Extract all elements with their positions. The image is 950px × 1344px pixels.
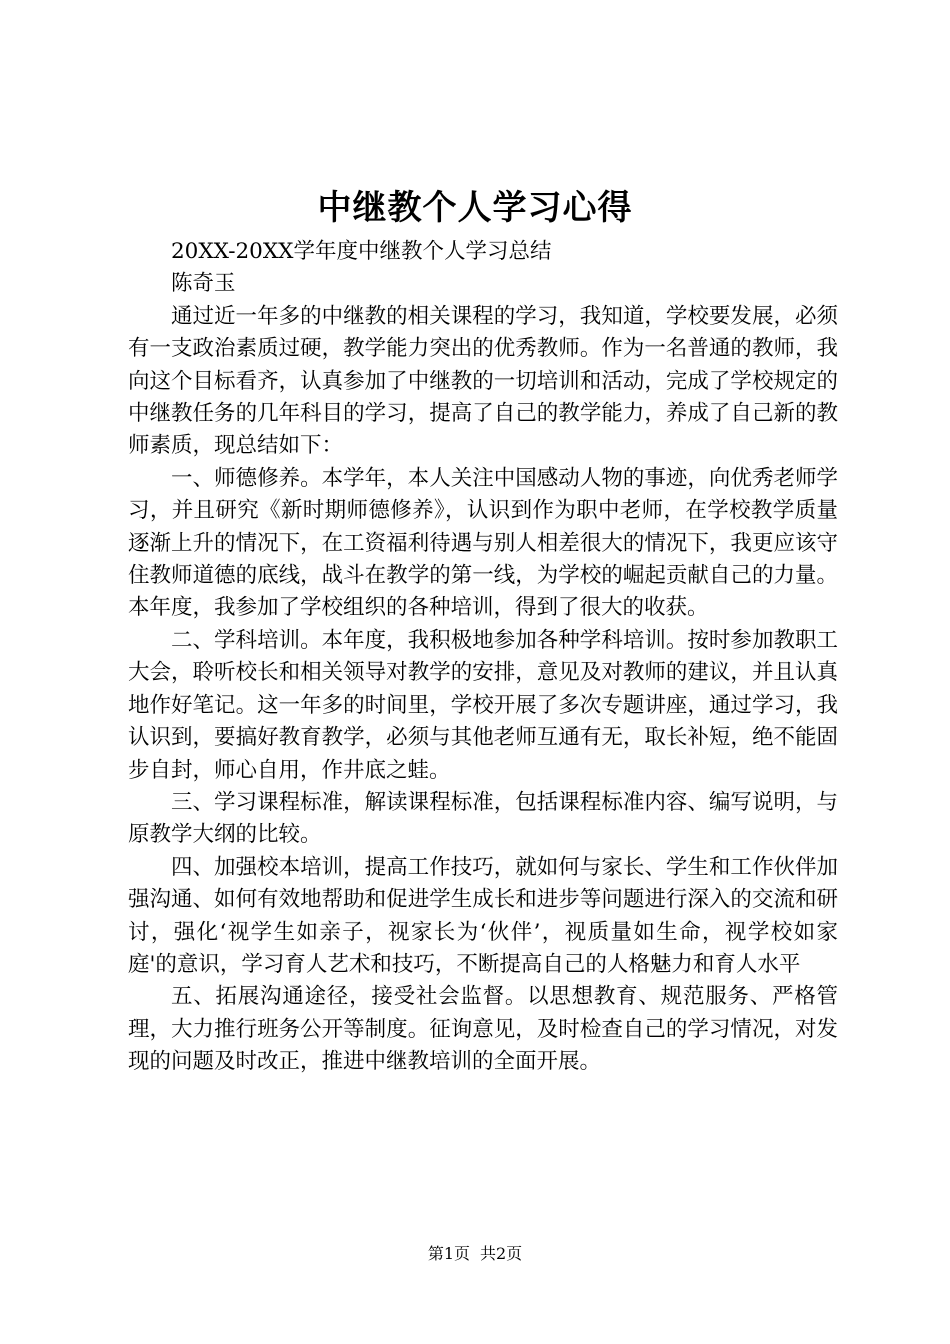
paragraph-intro: 通过近一年多的中继教的相关课程的学习，我知道，学校要发展，必须有一支政治素质过硬，教学能力突出的优秀教师。作为一名普通的教师，我向这个目标看齐，认真参加了中继教的一切培训和活动，完成了学校规定的中继教任务的几年科目的学习，提高了自己的教学能力，养成了自己新的教师素质，现总结如下： xyxy=(128,303,838,459)
page-total: 共2页 xyxy=(480,1244,523,1263)
document-author: 陈奇玉 xyxy=(171,271,236,297)
paragraph-section-2: 二、学科培训。本年度，我积极地参加各种学科培训。按时参加教职工大会，聆听校长和相关领导对教学的安排，意见及对教师的建议，并且认真地作好笔记。这一年多的时间里，学校开展了多次专题讲座，通过学习，我认识到，要搞好教育教学，必须与其他老师互通有无，取长补短，绝不能固步自封，师心自用，作井底之蛙。 xyxy=(128,627,838,783)
page-number: 第1页 xyxy=(427,1244,470,1263)
paragraph-section-3: 三、学习课程标准，解读课程标准，包括课程标准内容、编写说明，与原教学大纲的比较。 xyxy=(128,789,838,848)
document-title: 中继教个人学习心得 xyxy=(317,188,633,228)
page-footer xyxy=(0,1242,950,1266)
document-subtitle: 20XX-20XX学年度中继教个人学习总结 xyxy=(171,239,552,264)
paragraph-section-5: 五、拓展沟通途径，接受社会监督。以思想教育、规范服务、严格管理，大力推行班务公开等制度。征询意见，及时检查自己的学习情况，对发现的问题及时改正，推进中继教培训的全面开展。 xyxy=(128,984,838,1075)
paragraph-section-1: 一、师德修养。本学年，本人关注中国感动人物的事迹，向优秀老师学习，并且研究《新时期师德修养》，认识到作为职中老师，在学校教学质量逐渐上升的情况下，在工资福利待遇与别人相差很大的情况下，我更应该守住教师道德的底线，战斗在教学的第一线，为学校的崛起贡献自己的力量。本年度，我参加了学校组织的各种培训，得到了很大的收获。 xyxy=(128,465,838,621)
document-body xyxy=(128,236,838,1079)
paragraph-section-4: 四、加强校本培训，提高工作技巧，就如何与家长、学生和工作伙伴加强沟通、如何有效地帮助和促进学生成长和进步等问题进行深入的交流和研讨，强化‘视学生如亲子，视家长为‘伙伴’，视质量如生命，视学校如家庭'的意识，学习育人艺术和技巧，不断提高自己的人格魅力和育人水平 xyxy=(128,854,838,977)
